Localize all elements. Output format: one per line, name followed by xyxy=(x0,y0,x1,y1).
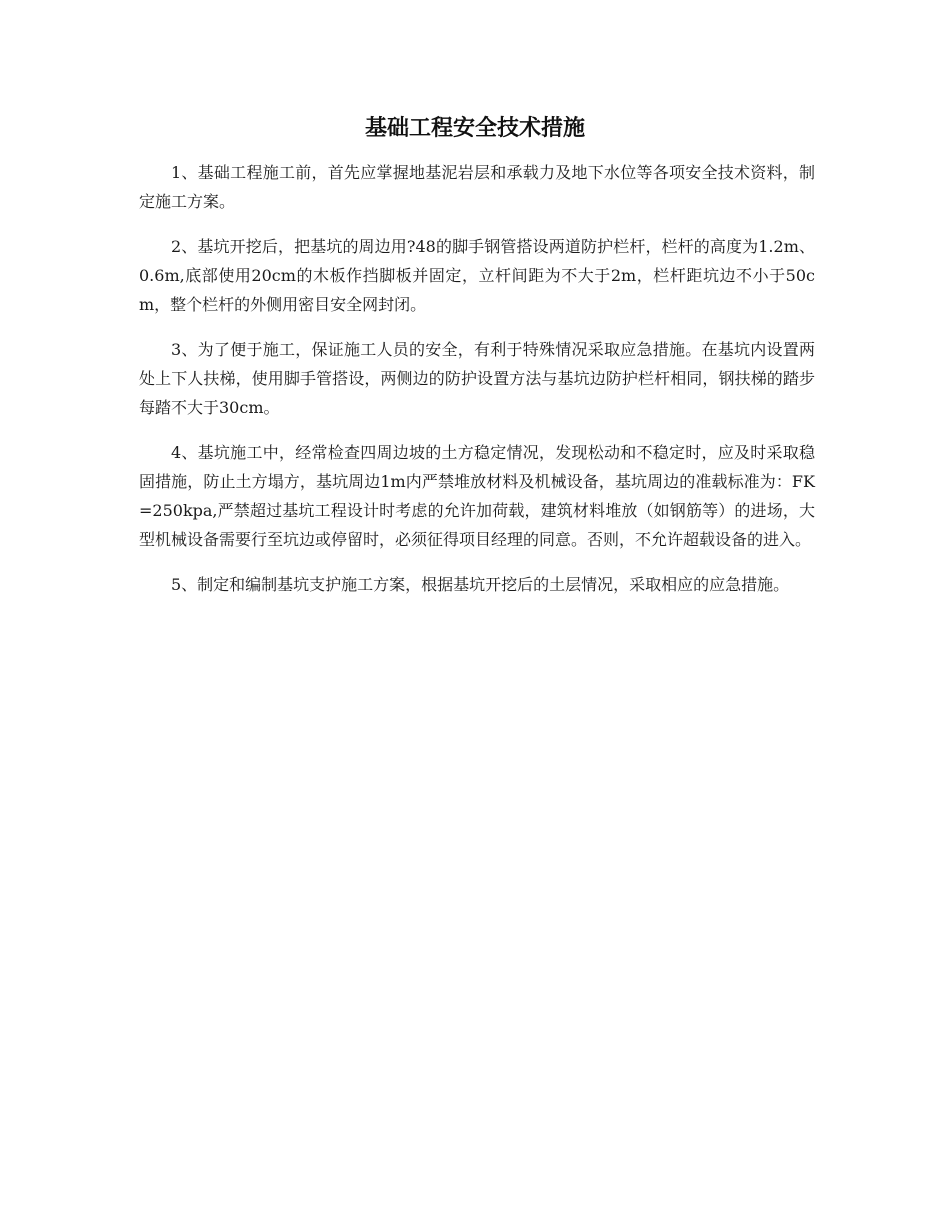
document-body xyxy=(139,158,815,615)
paragraph-4: 4、基坑施工中，经常检查四周边坡的土方稳定情况，发现松动和不稳定时，应及时采取稳固措施，防止土方塌方，基坑周边1m内严禁堆放材料及机械设备，基坑周边的准载标准为：FK=250kpa,严禁超过基坑工程设计时考虑的允许加荷载，建筑材料堆放（如钢筋等）的进场，大型机械设备需要行至坑边或停留时，必须征得项目经理的同意。否则，不允许超载设备的进入。 xyxy=(139,443,815,549)
page-title: 基础工程安全技术措施 xyxy=(364,116,585,141)
paragraph-5: 5、制定和编制基坑支护施工方案，根据基坑开挖后的土层情况，采取相应的应急措施。 xyxy=(171,575,790,594)
paragraph-1: 1、基础工程施工前，首先应掌握地基泥岩层和承载力及地下水位等各项安全技术资料，制定施工方案。 xyxy=(139,163,815,211)
paragraph-3: 3、为了便于施工，保证施工人员的安全，有利于特殊情况采取应急措施。在基坑内设置两处上下人扶梯，使用脚手管搭设，两侧边的防护设置方法与基坑边防护栏杆相同，钢扶梯的踏步每踏不大于30cm。 xyxy=(139,340,815,417)
paragraph-2: 2、基坑开挖后，把基坑的周边用?48的脚手钢管搭设两道防护栏杆，栏杆的高度为1.2m、0.6m,底部使用20cm的木板作挡脚板并固定，立杆间距为不大于2m，栏杆距坑边不小于50cm，整个栏杆的外侧用密目安全网封闭。 xyxy=(139,237,815,314)
